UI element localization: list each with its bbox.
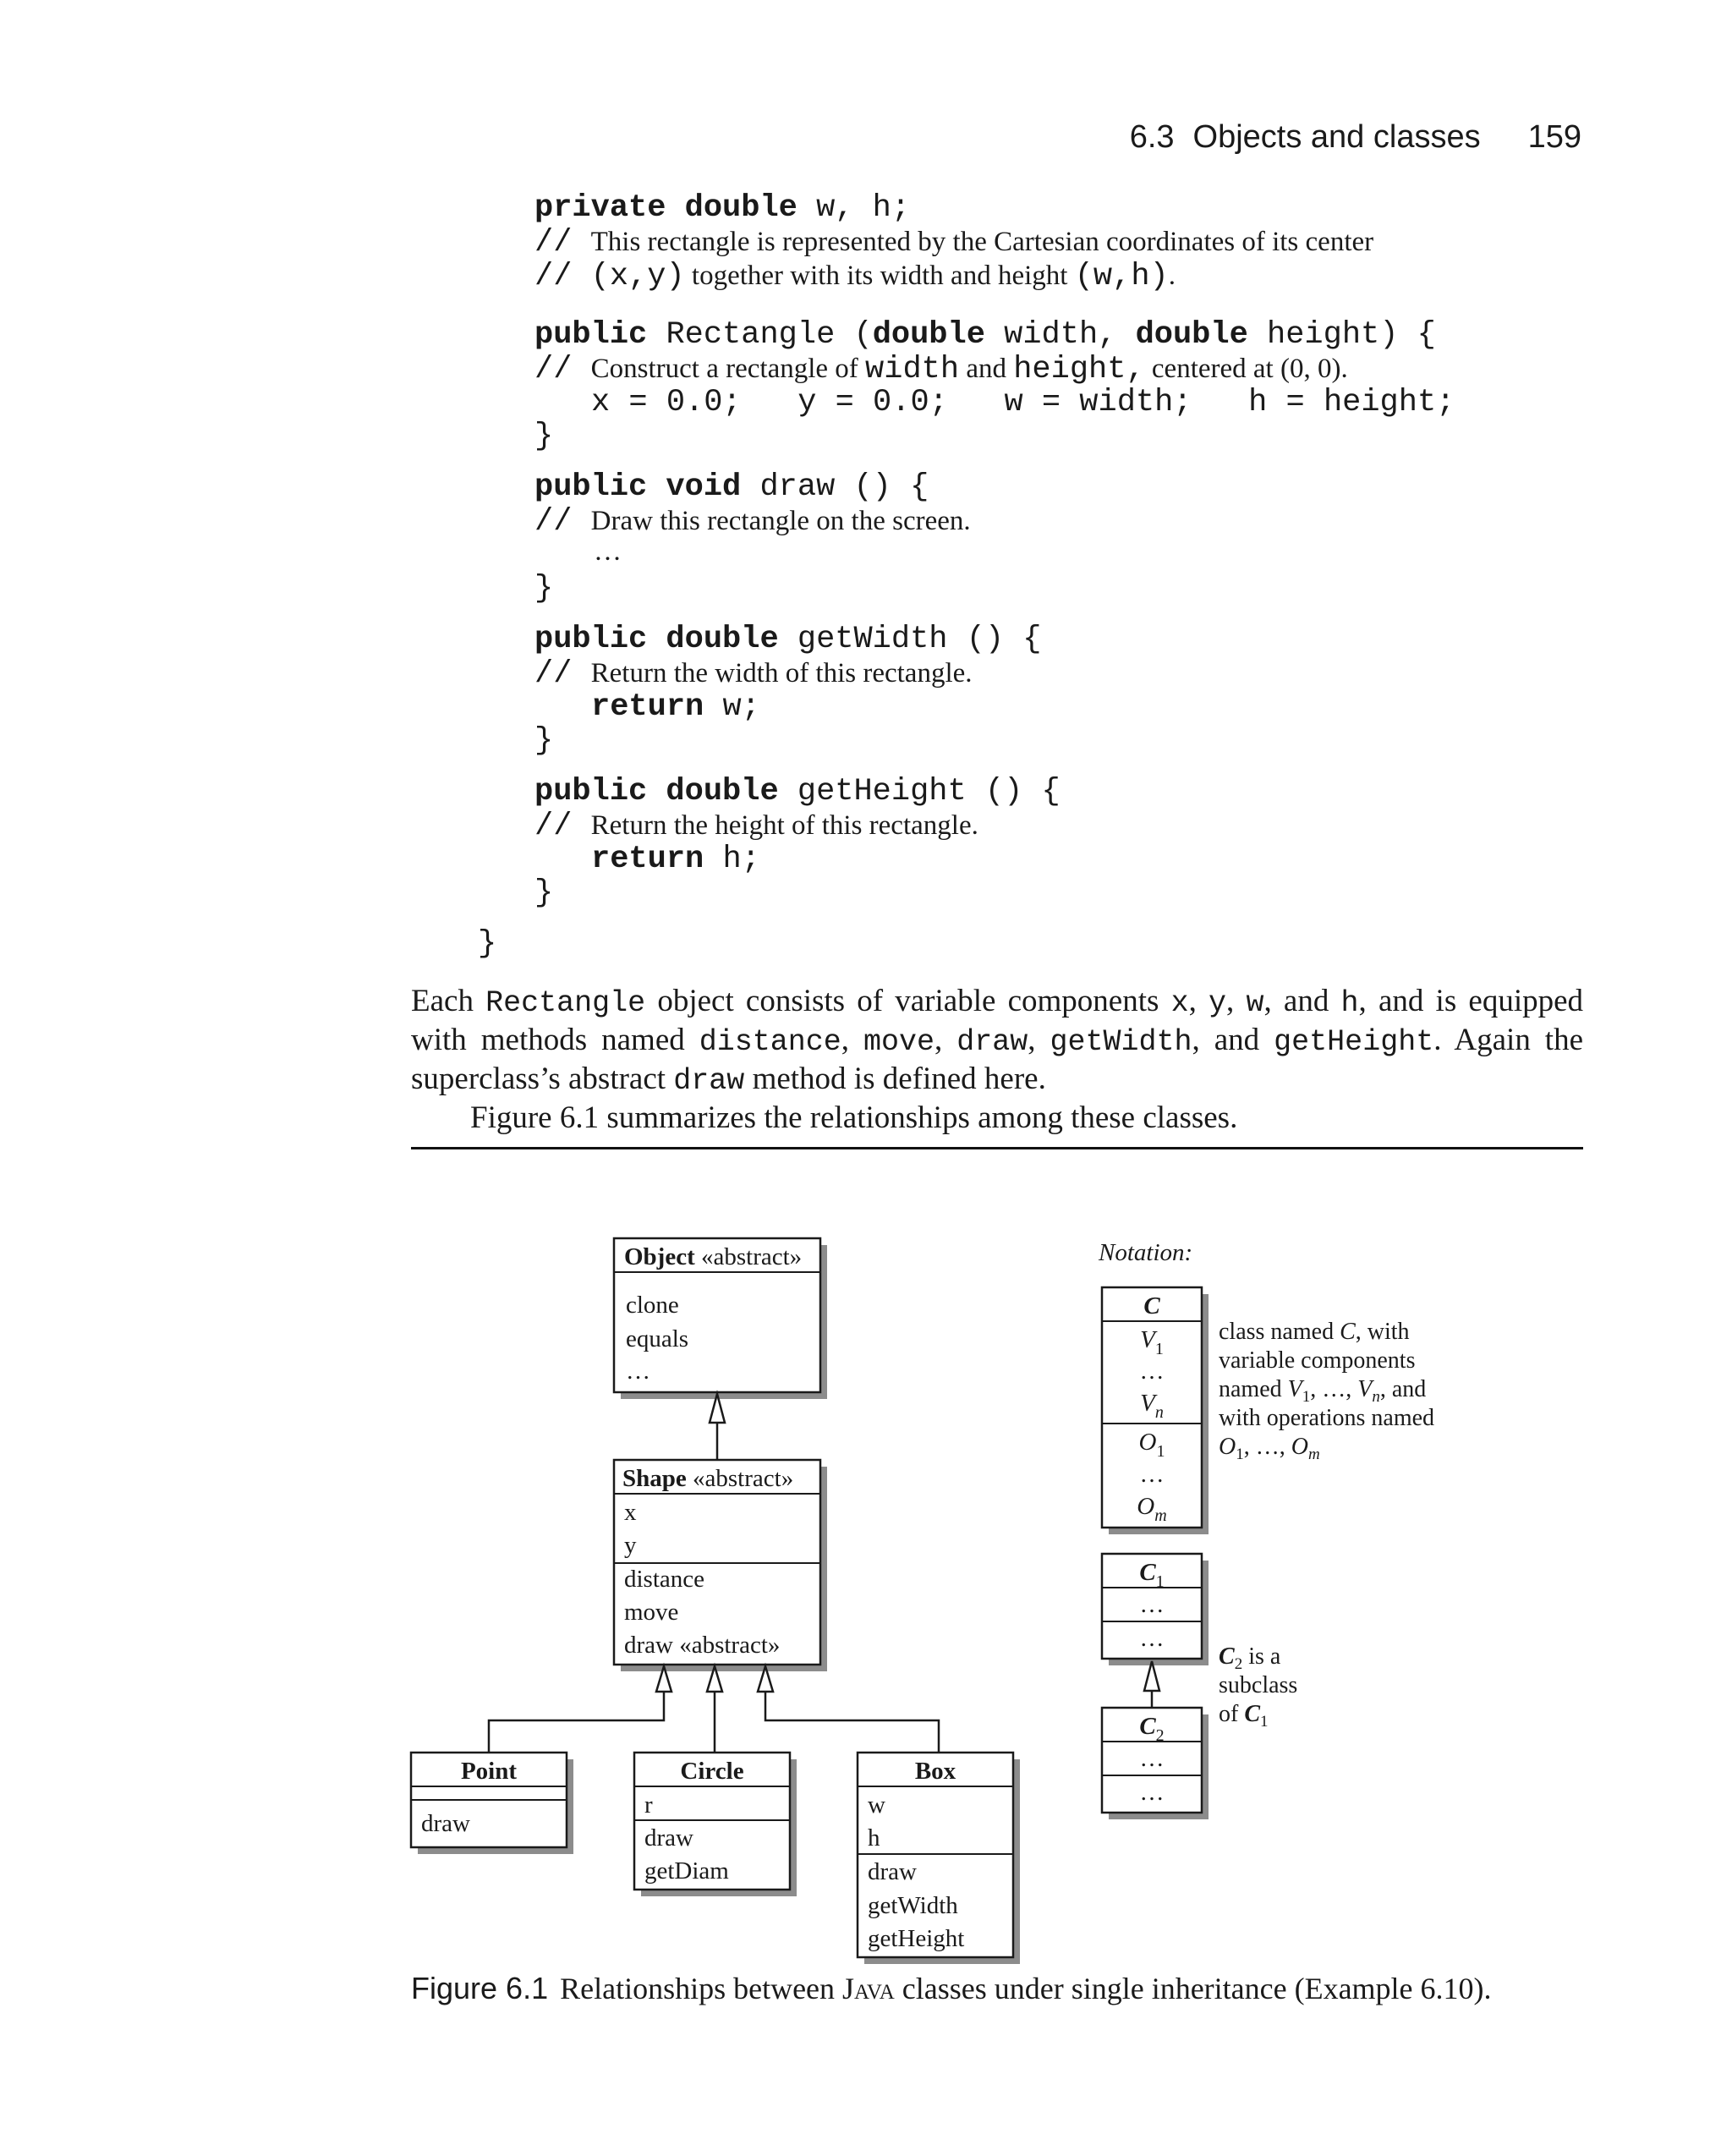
class-name: Circle bbox=[680, 1758, 744, 1785]
operation: draw bbox=[644, 1824, 693, 1852]
code-keyword: private double bbox=[534, 190, 797, 226]
class-name: Box bbox=[914, 1758, 956, 1785]
comment-code: width bbox=[865, 352, 960, 387]
description-line: class named C, with bbox=[1219, 1319, 1410, 1345]
text: , bbox=[1188, 984, 1209, 1018]
comment-code: height, bbox=[1013, 352, 1145, 387]
operation: … bbox=[1139, 1461, 1165, 1488]
inline-code: getHeight bbox=[1274, 1025, 1434, 1059]
inline-code: move bbox=[863, 1025, 935, 1059]
comment-code: (x,y) bbox=[590, 259, 685, 294]
text: object consists of variable components bbox=[645, 984, 1171, 1018]
code-keyword: public double bbox=[534, 622, 779, 657]
code-keyword: return bbox=[591, 842, 704, 877]
comment-slashes: // bbox=[534, 809, 573, 844]
operation: … bbox=[626, 1358, 650, 1385]
inline-code: w bbox=[1246, 986, 1264, 1020]
class-name: $C_1$ bbox=[1139, 1559, 1165, 1591]
description-line: $O_1$, …, $O_m$ bbox=[1219, 1434, 1320, 1463]
text: , and is equipped with methods named bbox=[411, 984, 1584, 1057]
class-name: Shape «abstract» bbox=[622, 1465, 794, 1492]
code-keyword: public double bbox=[534, 774, 779, 809]
code-keyword: public void bbox=[534, 469, 742, 505]
text: , bbox=[841, 1023, 863, 1057]
inline-code: draw bbox=[673, 1064, 745, 1098]
row: … bbox=[1139, 1745, 1165, 1772]
inline-code: Rectangle bbox=[485, 986, 646, 1020]
notation-c2 bbox=[1139, 1713, 1164, 1806]
text: , bbox=[1028, 1023, 1050, 1057]
text: , bbox=[1226, 984, 1247, 1018]
code-keyword: double bbox=[872, 317, 985, 353]
comment-text: centered at (0, 0). bbox=[1144, 354, 1348, 384]
comment-text: . bbox=[1168, 261, 1176, 291]
text: method is defined here. bbox=[744, 1062, 1046, 1096]
inline-code: draw bbox=[956, 1025, 1028, 1059]
figure-caption bbox=[411, 1971, 1492, 2006]
comment-text: This rectangle is represented by the Cartesian coordinates of its center bbox=[590, 227, 1374, 257]
comment-text: Construct a rectangle of bbox=[590, 354, 866, 384]
comment-text: together with its width and height bbox=[684, 261, 1075, 291]
caption-text: Relationships between bbox=[560, 1972, 843, 2005]
operation: getDiam bbox=[644, 1857, 729, 1884]
variable: … bbox=[1139, 1358, 1165, 1385]
operation: distance bbox=[624, 1566, 705, 1593]
operation: clone bbox=[626, 1292, 679, 1319]
code-text: height) { bbox=[1247, 317, 1436, 353]
operation: getHeight bbox=[868, 1925, 965, 1952]
text: , and bbox=[1263, 984, 1341, 1018]
class-name: Point bbox=[460, 1758, 518, 1785]
comment-text: Return the height of this rectangle. bbox=[590, 810, 978, 841]
section-number: 6.3 bbox=[1129, 119, 1175, 155]
text: , and bbox=[1192, 1023, 1274, 1057]
class-name: C bbox=[1143, 1292, 1160, 1319]
class-name: $C_2$ bbox=[1139, 1713, 1165, 1745]
operation: draw «abstract» bbox=[624, 1632, 781, 1659]
comment-slashes: // bbox=[534, 225, 573, 261]
description-line: of $C_1$ bbox=[1219, 1701, 1269, 1731]
comment-slashes: // bbox=[534, 504, 573, 540]
row: … bbox=[1139, 1591, 1165, 1618]
inline-code: x bbox=[1170, 986, 1189, 1020]
code-text: draw () { bbox=[741, 469, 929, 505]
operation: $O_1$ bbox=[1138, 1429, 1165, 1461]
page-number: 159 bbox=[1527, 119, 1581, 155]
code-text: Rectangle ( bbox=[647, 317, 873, 353]
code-brace: } bbox=[534, 419, 554, 454]
notation-generic-description bbox=[1219, 1319, 1434, 1463]
variable: $V_1$ bbox=[1140, 1326, 1164, 1358]
operation: $O_m$ bbox=[1137, 1493, 1167, 1525]
variable: y bbox=[624, 1532, 637, 1559]
code-keyword: public bbox=[534, 317, 648, 353]
variable: h bbox=[868, 1824, 880, 1852]
comment-slashes: // bbox=[534, 352, 573, 387]
operation: getWidth bbox=[868, 1892, 958, 1919]
caption-text: classes under single inheritance (Example 6.10). bbox=[894, 1972, 1492, 2005]
code-text: getHeight () { bbox=[778, 774, 1061, 809]
row: … bbox=[1139, 1779, 1165, 1806]
text: , bbox=[935, 1023, 957, 1057]
comment-text: Return the width of this rectangle. bbox=[590, 658, 973, 688]
caption-java: Java bbox=[842, 1972, 895, 2005]
operation: equals bbox=[626, 1325, 689, 1352]
variable: x bbox=[624, 1499, 637, 1526]
comment-slashes: // bbox=[534, 656, 573, 692]
code-text: width, bbox=[984, 317, 1136, 353]
code-text: getWidth () { bbox=[778, 622, 1042, 657]
variable: $V_n$ bbox=[1140, 1390, 1164, 1422]
description-line: with operations named bbox=[1219, 1405, 1435, 1431]
notation-subclass-description bbox=[1219, 1643, 1297, 1731]
inline-code: distance bbox=[699, 1025, 841, 1059]
class-name: Object «abstract» bbox=[624, 1243, 803, 1270]
inline-code: h bbox=[1340, 986, 1359, 1020]
variable: w bbox=[868, 1791, 885, 1819]
variable: r bbox=[644, 1791, 653, 1819]
code-text: w, h; bbox=[797, 190, 911, 226]
code-brace: } bbox=[534, 571, 554, 606]
comment-slashes: // bbox=[534, 259, 573, 294]
figure-label: Figure 6.1 bbox=[411, 1971, 549, 2005]
text: . Again the superclass’s abstract bbox=[411, 1023, 1583, 1096]
operation: move bbox=[624, 1599, 679, 1626]
paragraph: Figure 6.1 summarizes the relationships among these classes. bbox=[470, 1100, 1238, 1135]
description-line: variable components bbox=[1219, 1347, 1416, 1374]
code-ellipsis: … bbox=[594, 536, 622, 567]
comment-text: and bbox=[959, 354, 1014, 384]
code-keyword: double bbox=[1135, 317, 1248, 353]
comment-code: (w,h) bbox=[1074, 259, 1169, 294]
code-brace: } bbox=[534, 875, 554, 911]
code-text: w; bbox=[704, 689, 760, 725]
operation: draw bbox=[868, 1858, 917, 1885]
code-text: h; bbox=[704, 842, 760, 877]
code-brace: } bbox=[478, 926, 497, 962]
notation-c1 bbox=[1139, 1559, 1164, 1652]
description-line: named $V_1$, …, $V_n$, and bbox=[1219, 1376, 1427, 1406]
code-line: x = 0.0; y = 0.0; w = width; h = height; bbox=[591, 385, 1455, 420]
comment-text: Draw this rectangle on the screen. bbox=[590, 506, 971, 536]
row: … bbox=[1139, 1625, 1165, 1652]
inline-code: getWidth bbox=[1050, 1025, 1192, 1059]
text: Each bbox=[411, 984, 486, 1018]
code-brace: } bbox=[534, 723, 554, 759]
operation: draw bbox=[421, 1810, 470, 1837]
section-title: Objects and classes bbox=[1192, 119, 1481, 155]
notation-title: Notation: bbox=[1099, 1239, 1193, 1266]
inline-code: y bbox=[1209, 986, 1227, 1020]
description-line: subclass bbox=[1219, 1672, 1298, 1698]
description-line: $C_2$ is a bbox=[1219, 1643, 1281, 1673]
code-keyword: return bbox=[591, 689, 704, 725]
